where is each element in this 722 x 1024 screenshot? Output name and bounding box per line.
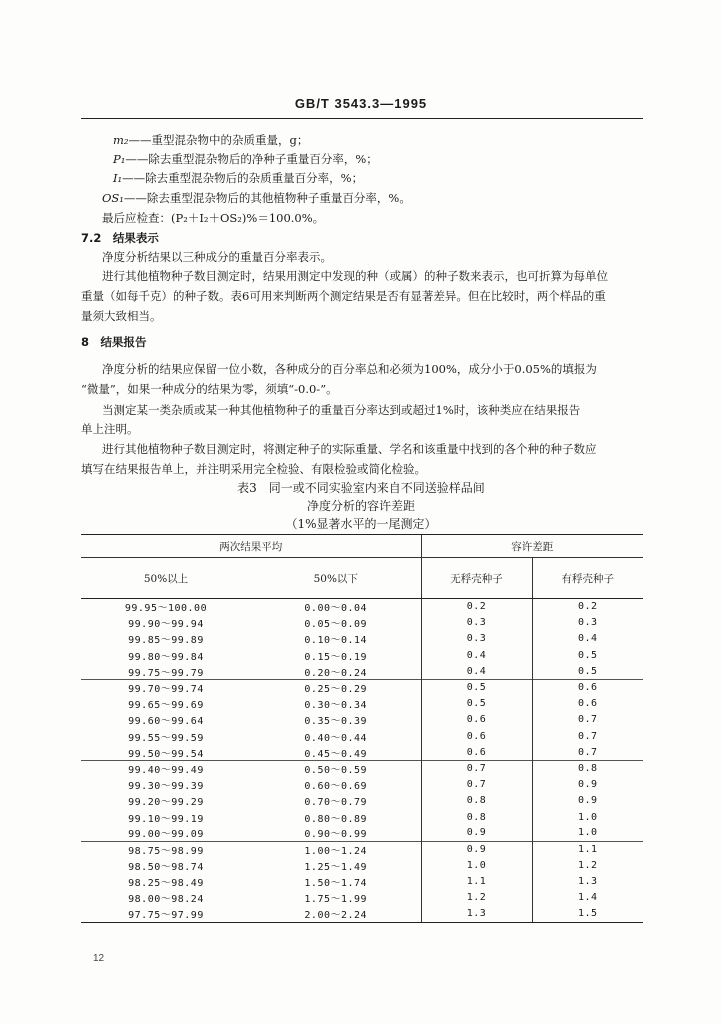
table-cell: 0.05～0.09 bbox=[304, 619, 368, 631]
definition-os1 bbox=[102, 190, 411, 206]
table-caption-subtitle: 净度分析的容许差距 bbox=[306, 499, 415, 513]
table-cell: 0.5 bbox=[532, 647, 643, 663]
table-cell: 0.8 bbox=[421, 809, 532, 825]
table-cell: 0.6 bbox=[421, 744, 532, 760]
section-8-title: 8 结果报告 bbox=[81, 335, 147, 349]
table-cell: 0.30～0.34 bbox=[304, 700, 368, 712]
table-row bbox=[81, 663, 643, 679]
table-cell: 0.6 bbox=[421, 728, 532, 744]
table-row bbox=[81, 777, 643, 793]
table-cell: 0.20～0.24 bbox=[304, 667, 368, 679]
table-cell: 1.3 bbox=[421, 906, 532, 922]
table-cell: 1.3 bbox=[532, 874, 643, 890]
table-row bbox=[81, 760, 643, 776]
table-cell: 0.15～0.19 bbox=[304, 651, 368, 663]
table-caption-note: （1%显著水平的一尾测定） bbox=[285, 517, 437, 531]
table-cell: 0.4 bbox=[421, 663, 532, 679]
table-cell: 98.25～98.49 bbox=[128, 878, 204, 890]
section-7-2-title: 7.2 结果表示 bbox=[81, 231, 159, 245]
table-cell: 0.7 bbox=[532, 728, 643, 744]
table-cell: 0.80～0.89 bbox=[304, 813, 368, 825]
table-cell: 1.25～1.49 bbox=[304, 862, 368, 874]
table-cell: 98.75～98.99 bbox=[81, 841, 251, 857]
table-cell: 99.90～99.94 bbox=[128, 619, 204, 631]
table-cell: 0.7 bbox=[532, 744, 643, 760]
section-8-para: 当测定某一类杂质或某一种其他植物种子的重量百分率达到或超过1%时，该种类应在结果报告 bbox=[102, 403, 581, 417]
definition-symbol: OS₁ bbox=[102, 191, 124, 205]
group-header-average: 两次结果平均 bbox=[81, 535, 421, 558]
section-8-para: 填写在结果报告单上，并注明采用完全检验、有限检验或简化检验。 bbox=[81, 462, 426, 476]
table-cell: 1.2 bbox=[532, 858, 643, 874]
table-row bbox=[81, 906, 643, 922]
table-cell: 99.75～99.79 bbox=[128, 667, 204, 679]
page-number: 12 bbox=[93, 953, 105, 964]
definition-p1 bbox=[113, 151, 378, 167]
table-cell: 1.50～1.74 bbox=[304, 878, 368, 890]
section-7-2-para: 量须大致相当。 bbox=[81, 309, 162, 323]
table-row bbox=[81, 874, 643, 890]
table-cell: 1.0 bbox=[532, 825, 643, 841]
standard-code-header: GB/T 3543.3—1995 bbox=[294, 96, 428, 111]
table-row bbox=[81, 631, 643, 647]
table-cell: 0.4 bbox=[421, 647, 532, 663]
table-row bbox=[81, 712, 643, 728]
table-cell: 1.00～1.24 bbox=[251, 841, 421, 857]
table-cell: 2.00～2.24 bbox=[251, 906, 421, 922]
table-cell: 0.40～0.44 bbox=[304, 732, 368, 744]
table-cell: 0.2 bbox=[532, 599, 643, 615]
definition-symbol: P₁ bbox=[113, 152, 126, 166]
column-header-below-50: 50%以下 bbox=[251, 558, 421, 599]
table-cell: 99.50～99.54 bbox=[128, 748, 204, 760]
table-cell: 0.9 bbox=[532, 777, 643, 793]
section-7-2-para: 净度分析结果以三种成分的重量百分率表示。 bbox=[102, 250, 332, 264]
table-row bbox=[81, 615, 643, 631]
table-cell: 0.70～0.79 bbox=[304, 797, 368, 809]
final-check: 最后应检查：(P₂＋I₂＋OS₂)%＝100.0%。 bbox=[102, 211, 325, 225]
column-header-non-chaffy: 无稃壳种子 bbox=[421, 558, 532, 599]
table-cell: 0.45～0.49 bbox=[304, 748, 368, 760]
section-8-para: 进行其他植物种子数目测定时，将测定种子的实际重量、学名和该重量中找到的各个种的种子数应 bbox=[102, 442, 597, 456]
table-cell: 1.2 bbox=[421, 890, 532, 906]
table-body bbox=[81, 599, 643, 923]
header-rule bbox=[81, 118, 643, 119]
group-header-tolerance: 容许差距 bbox=[421, 535, 643, 558]
table-cell: 98.50～98.74 bbox=[128, 862, 204, 874]
table-row bbox=[81, 728, 643, 744]
table-cell: 1.0 bbox=[421, 858, 532, 874]
definition-text: ——除去重型混杂物后的杂质重量百分率，%； bbox=[122, 171, 364, 185]
section-7-2-para: 重量（如每千克）的种子数。表6可用来判断两个测定结果是否有显著差异。但在比较时，两个样品的重 bbox=[81, 289, 606, 303]
table-cell: 1.4 bbox=[532, 890, 643, 906]
table-cell: 97.75～97.99 bbox=[81, 906, 251, 922]
table-row bbox=[81, 696, 643, 712]
table-row bbox=[81, 809, 643, 825]
table-cell: 0.35～0.39 bbox=[304, 716, 368, 728]
column-header-above-50: 50%以上 bbox=[81, 558, 251, 599]
table-cell: 0.3 bbox=[421, 615, 532, 631]
definition-i1 bbox=[113, 170, 363, 186]
tolerance-table bbox=[81, 534, 643, 923]
table-cell: 0.9 bbox=[532, 793, 643, 809]
table-cell: 0.10～0.14 bbox=[304, 635, 368, 647]
table-cell: 99.60～99.64 bbox=[128, 716, 204, 728]
table-row bbox=[81, 679, 643, 695]
table-row bbox=[81, 825, 643, 841]
table-cell: 1.1 bbox=[421, 874, 532, 890]
table-cell: 99.95～100.00 bbox=[124, 603, 208, 615]
section-8-para: “微量”，如果一种成分的结果为零，须填“-0.0-”。 bbox=[81, 382, 338, 396]
table-cell: 0.6 bbox=[532, 696, 643, 712]
column-header-chaffy: 有稃壳种子 bbox=[532, 558, 643, 599]
table-caption-title: 表3 同一或不同实验室内来自不同送验样品间 bbox=[237, 481, 485, 495]
table-cell: 0.60～0.69 bbox=[304, 781, 368, 793]
table-cell: 99.70～99.74 bbox=[81, 679, 251, 695]
table-row bbox=[81, 858, 643, 874]
table-cell: 1.1 bbox=[532, 841, 643, 857]
table-cell: 99.10～99.19 bbox=[128, 813, 204, 825]
table-cell: 0.7 bbox=[421, 760, 532, 776]
table-row bbox=[81, 647, 643, 663]
table-cell: 99.20～99.29 bbox=[128, 797, 204, 809]
definition-text: ——除去重型混杂物后的净种子重量百分率，%； bbox=[125, 152, 378, 166]
table-cell: 0.7 bbox=[421, 777, 532, 793]
table-cell: 0.00～0.04 bbox=[304, 603, 368, 615]
table-cell: 99.00～99.09 bbox=[128, 829, 204, 841]
table-cell: 0.50～0.59 bbox=[251, 760, 421, 776]
table-cell: 0.3 bbox=[532, 615, 643, 631]
table-cell: 99.30～99.39 bbox=[128, 781, 204, 793]
table-cell: 99.85～99.89 bbox=[128, 635, 204, 647]
table-cell: 99.65～99.69 bbox=[128, 700, 204, 712]
table-cell: 1.75～1.99 bbox=[304, 894, 368, 906]
definition-text: ——重型混杂物中的杂质重量，g； bbox=[128, 133, 309, 147]
section-8-para: 单上注明。 bbox=[81, 422, 139, 436]
table-cell: 0.7 bbox=[532, 712, 643, 728]
table-row bbox=[81, 599, 643, 615]
table-cell: 1.0 bbox=[532, 809, 643, 825]
table-row bbox=[81, 890, 643, 906]
table-cell: 98.00～98.24 bbox=[128, 894, 204, 906]
table-cell: 0.2 bbox=[421, 599, 532, 615]
definition-m2 bbox=[113, 132, 308, 148]
table-cell: 0.5 bbox=[532, 663, 643, 679]
table-cell: 0.8 bbox=[532, 760, 643, 776]
table-cell: 0.6 bbox=[421, 712, 532, 728]
definition-symbol: I₁ bbox=[113, 171, 123, 185]
table-cell: 99.40～99.49 bbox=[81, 760, 251, 776]
table-row bbox=[81, 744, 643, 760]
table-cell: 0.5 bbox=[421, 679, 532, 695]
table-row bbox=[81, 793, 643, 809]
table-cell: 0.90～0.99 bbox=[304, 829, 368, 841]
table-cell: 0.8 bbox=[421, 793, 532, 809]
table-cell: 99.80～99.84 bbox=[128, 651, 204, 663]
definition-text: ——除去重型混杂物后的其他植物种子重量百分率，%。 bbox=[123, 191, 411, 205]
table-cell: 0.9 bbox=[421, 841, 532, 857]
section-8-para: 净度分析的结果应保留一位小数，各种成分的百分率总和必须为100%，成分小于0.05%的填报为 bbox=[102, 362, 597, 376]
table-cell: 0.5 bbox=[421, 696, 532, 712]
table-cell: 0.9 bbox=[421, 825, 532, 841]
table-cell: 0.25～0.29 bbox=[251, 679, 421, 695]
section-7-2-para: 进行其他植物种子数目测定时，结果用测定中发现的种（或属）的种子数来表示，也可折算为每单位 bbox=[102, 269, 608, 283]
table-cell: 0.4 bbox=[532, 631, 643, 647]
table-cell: 99.55～99.59 bbox=[128, 732, 204, 744]
definition-symbol: m₂ bbox=[113, 133, 129, 147]
table-cell: 1.5 bbox=[532, 906, 643, 922]
table-row bbox=[81, 841, 643, 857]
table-cell: 0.3 bbox=[421, 631, 532, 647]
table-cell: 0.6 bbox=[532, 679, 643, 695]
